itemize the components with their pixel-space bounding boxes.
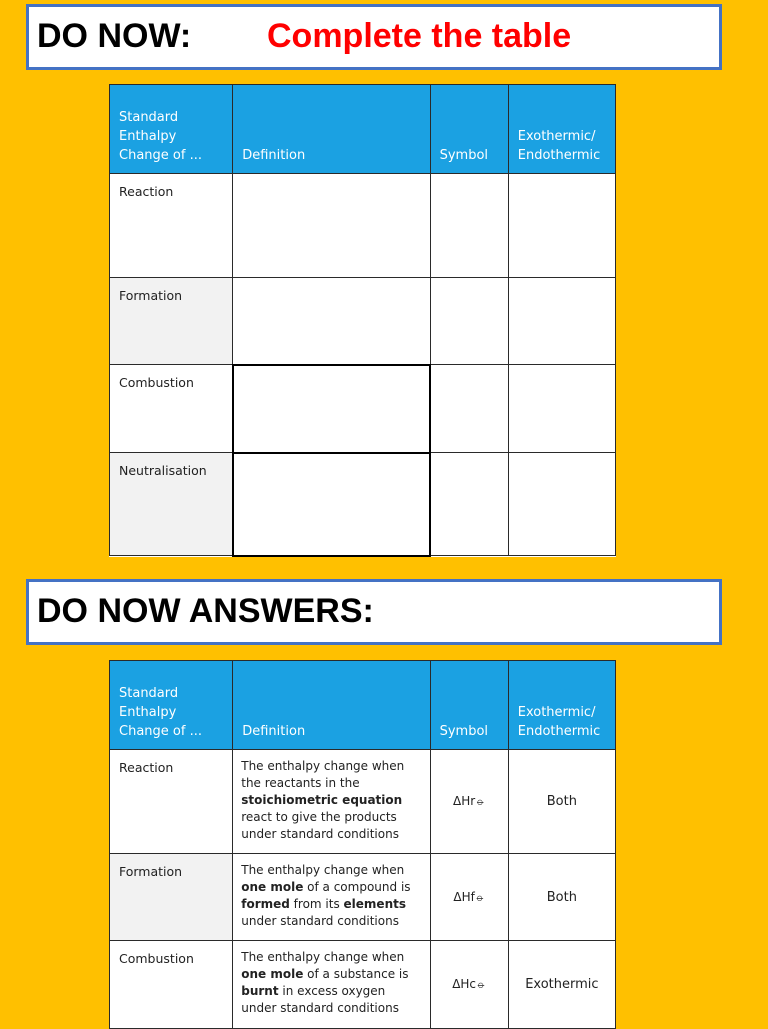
term-cell: Combustion xyxy=(110,941,233,1029)
exo-endo-blank-cell[interactable] xyxy=(508,453,615,556)
do-now-banner xyxy=(26,4,722,70)
term-cell: Reaction xyxy=(110,174,233,278)
table-row xyxy=(110,453,616,556)
header-term: Standard Enthalpy Change of ... xyxy=(110,85,233,174)
term-cell: Formation xyxy=(110,854,233,941)
exo-endo-blank-cell[interactable] xyxy=(508,278,615,365)
header-exo-endo: Exothermic/ Endothermic xyxy=(508,85,615,174)
definition-blank-cell[interactable] xyxy=(233,365,430,453)
blank-enthalpy-table xyxy=(109,84,616,557)
definition-blank-cell[interactable] xyxy=(233,174,430,278)
header-symbol: Symbol xyxy=(430,85,508,174)
symbol-cell: ΔHf⦵ xyxy=(430,854,508,941)
symbol-cell: ΔHc⦵ xyxy=(430,941,508,1029)
table-header-row xyxy=(110,85,616,174)
header-term: Standard Enthalpy Change of ... xyxy=(110,661,233,750)
symbol-cell: ΔHr⦵ xyxy=(430,750,508,854)
term-cell: Reaction xyxy=(110,750,233,854)
definition-cell: The enthalpy change when the reactants in the stoichiometric equation react to give the products under standard conditions xyxy=(233,750,430,854)
symbol-blank-cell[interactable] xyxy=(430,278,508,365)
exo-endo-cell: Both xyxy=(508,854,615,941)
do-now-label: DO NOW: xyxy=(37,17,192,55)
table-row xyxy=(110,750,616,854)
definition-cell: The enthalpy change when one mole of a substance is burnt in excess oxygen under standard conditions xyxy=(233,941,430,1029)
term-cell: Formation xyxy=(110,278,233,365)
term-cell: Neutralisation xyxy=(110,453,233,556)
do-now-answers-banner xyxy=(26,579,722,645)
table-header-row xyxy=(110,661,616,750)
table-row xyxy=(110,365,616,453)
symbol-blank-cell[interactable] xyxy=(430,453,508,556)
exo-endo-cell: Both xyxy=(508,750,615,854)
exo-endo-blank-cell[interactable] xyxy=(508,174,615,278)
header-exo-endo: Exothermic/ Endothermic xyxy=(508,661,615,750)
answers-enthalpy-table xyxy=(109,660,616,1029)
symbol-blank-cell[interactable] xyxy=(430,365,508,453)
do-now-instruction: Complete the table xyxy=(267,17,572,55)
symbol-blank-cell[interactable] xyxy=(430,174,508,278)
definition-blank-cell[interactable] xyxy=(233,453,430,556)
table-row xyxy=(110,278,616,365)
exo-endo-blank-cell[interactable] xyxy=(508,365,615,453)
table-row xyxy=(110,941,616,1029)
term-cell: Combustion xyxy=(110,365,233,453)
definition-blank-cell[interactable] xyxy=(233,278,430,365)
definition-cell: The enthalpy change when one mole of a compound is formed from its elements under standard conditions xyxy=(233,854,430,941)
table-row xyxy=(110,174,616,278)
header-symbol: Symbol xyxy=(430,661,508,750)
header-definition: Definition xyxy=(233,85,430,174)
table-row xyxy=(110,854,616,941)
exo-endo-cell: Exothermic xyxy=(508,941,615,1029)
header-definition: Definition xyxy=(233,661,430,750)
do-now-answers-label: DO NOW ANSWERS: xyxy=(37,592,374,630)
